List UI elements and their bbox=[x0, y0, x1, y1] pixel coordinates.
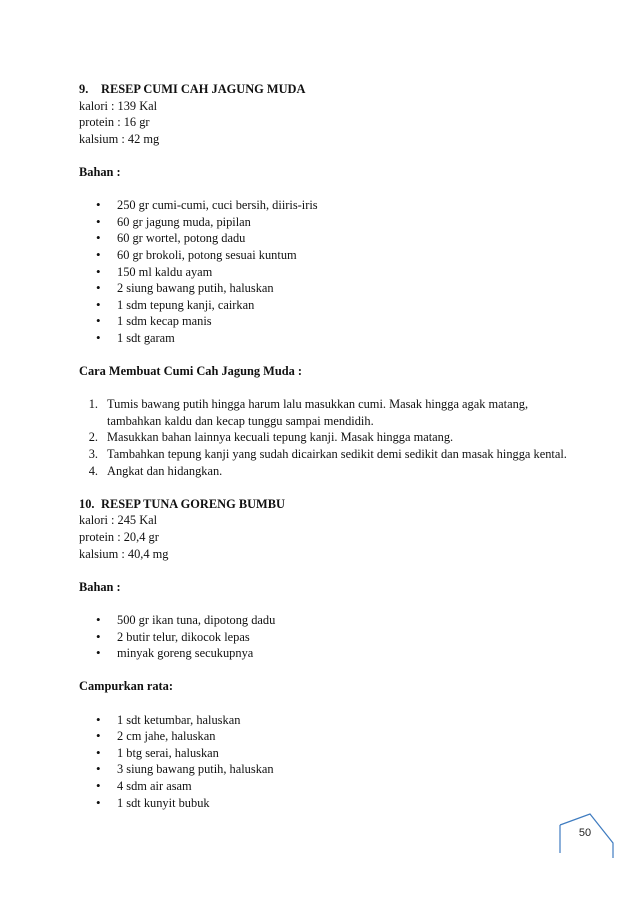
list-item: • 60 gr wortel, potong dadu bbox=[79, 230, 579, 247]
step-number: 2. bbox=[88, 430, 98, 445]
list-item: • 150 ml kaldu ayam bbox=[79, 264, 579, 281]
recipe-9-method-heading: Cara Membuat Cumi Cah Jagung Muda : bbox=[79, 364, 303, 379]
recipe-10-number: 10. bbox=[79, 496, 95, 511]
list-item bbox=[79, 396, 579, 429]
list-item: • 1 sdt garam bbox=[79, 330, 579, 347]
list-item bbox=[79, 429, 579, 446]
recipe-9-ingredients-heading: Bahan : bbox=[79, 164, 121, 179]
page-number-badge bbox=[556, 813, 614, 859]
step-text: Tumis bawang putih hingga harum lalu masukkan cumi. Masak hingga agak matang, tambahkan kaldu dan kecap tunggu sampai mendidih. bbox=[107, 397, 529, 428]
recipe-10-calcium: kalsium : 40,4 mg bbox=[79, 546, 169, 561]
list-item: • 3 siung bawang putih, haluskan bbox=[79, 761, 579, 778]
recipe-10-mix-heading: Campurkan rata: bbox=[79, 679, 173, 694]
list-item: • 1 sdm kecap manis bbox=[79, 313, 579, 330]
recipe-10-protein: protein : 20,4 gr bbox=[79, 530, 159, 545]
step-text: Tambahkan tepung kanji yang sudah dicairkan sedikit demi sedikit dan masak hingga kental. bbox=[107, 447, 567, 462]
recipe-10-ingredient-list bbox=[79, 612, 579, 662]
recipe-9-protein: protein : 16 gr bbox=[79, 115, 150, 130]
list-item: • 60 gr brokoli, potong sesuai kuntum bbox=[79, 247, 579, 264]
recipe-9-calcium: kalsium : 42 mg bbox=[79, 131, 160, 146]
step-number: 1. bbox=[88, 397, 98, 412]
recipe-10-title bbox=[79, 496, 579, 513]
list-item: • 2 cm jahe, haluskan bbox=[79, 728, 579, 745]
step-number: 4. bbox=[88, 463, 98, 478]
recipe-10-mix-list bbox=[79, 712, 579, 812]
list-item: • 2 siung bawang putih, haluskan bbox=[79, 280, 579, 297]
step-number: 3. bbox=[88, 447, 98, 462]
recipe-10-title-text: RESEP TUNA GORENG BUMBU bbox=[101, 496, 285, 511]
recipe-10-calories: kalori : 245 Kal bbox=[79, 513, 158, 528]
recipe-9-number: 9. bbox=[79, 82, 89, 96]
document-page bbox=[79, 81, 579, 811]
list-item: • 1 sdm tepung kanji, cairkan bbox=[79, 297, 579, 314]
list-item: • 1 btg serai, haluskan bbox=[79, 745, 579, 762]
recipe-9-calories: kalori : 139 Kal bbox=[79, 98, 158, 113]
list-item: • 4 sdm air asam bbox=[79, 778, 579, 795]
list-item: • 250 gr cumi-cumi, cuci bersih, diiris-iris bbox=[79, 197, 579, 214]
list-item bbox=[79, 463, 579, 480]
list-item: • 500 gr ikan tuna, dipotong dadu bbox=[79, 612, 579, 629]
recipe-9-title bbox=[79, 81, 579, 98]
list-item: • 2 butir telur, dikocok lepas bbox=[79, 629, 579, 646]
list-item: • 1 sdt kunyit bubuk bbox=[79, 795, 579, 812]
list-item: • minyak goreng secukupnya bbox=[79, 645, 579, 662]
list-item: • 1 sdt ketumbar, haluskan bbox=[79, 712, 579, 729]
page-number: 50 bbox=[578, 827, 592, 839]
list-item: • 60 gr jagung muda, pipilan bbox=[79, 214, 579, 231]
step-text: Masukkan bahan lainnya kecuali tepung kanji. Masak hingga matang. bbox=[107, 430, 454, 445]
step-text: Angkat dan hidangkan. bbox=[107, 463, 223, 478]
recipe-9-step-list bbox=[79, 396, 579, 479]
recipe-10-ingredients-heading: Bahan : bbox=[79, 579, 121, 594]
list-item bbox=[79, 446, 579, 463]
recipe-9-title-text: RESEP CUMI CAH JAGUNG MUDA bbox=[101, 82, 306, 96]
recipe-9-ingredient-list bbox=[79, 197, 579, 346]
